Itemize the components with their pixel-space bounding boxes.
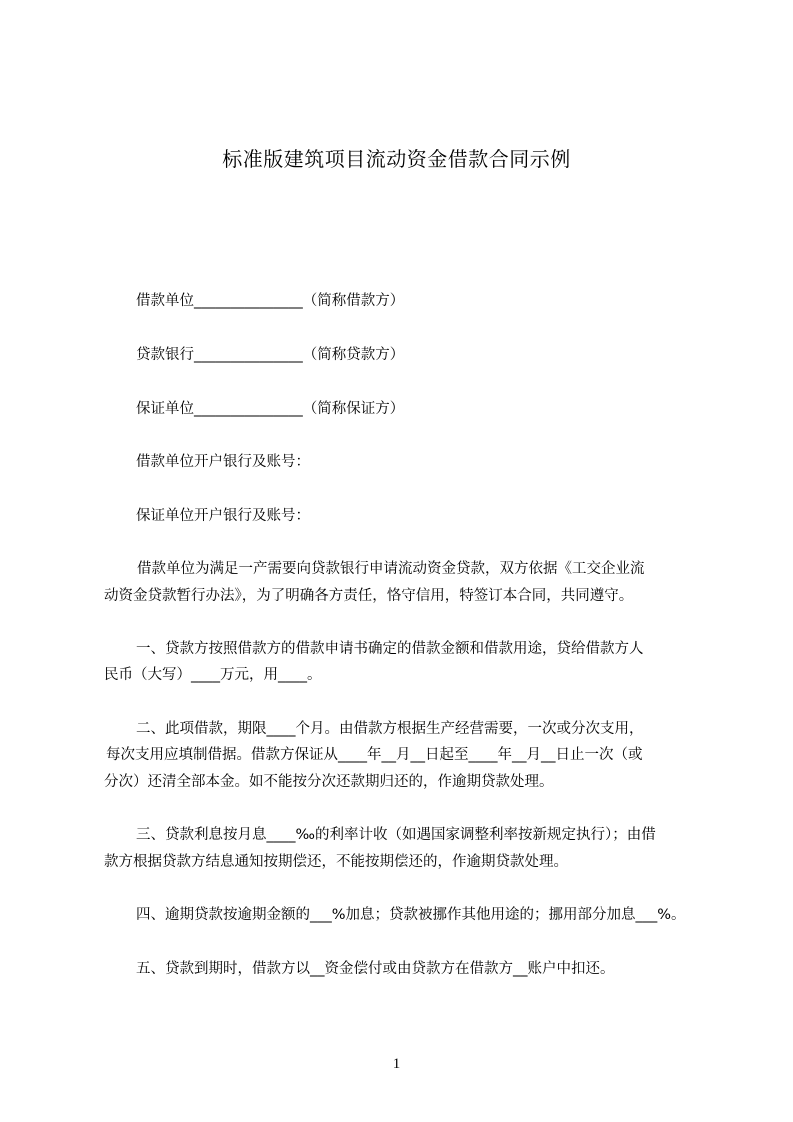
clause-3-line-1: 三、贷款利息按月息____‰的利率计收（如遇国家调整利率按新规定执行）；由借 (136, 827, 656, 843)
clause-2-line-1: 二、此项借款，期限____个月。由借款方根据生产经营需要，一次或分次支用， (136, 721, 644, 737)
document-title: 标准版建筑项目流动资金借款合同示例 (222, 147, 571, 171)
page-number: 1 (392, 1056, 401, 1072)
clause-1-line-2: 民币（大写）____万元，用____。 (104, 667, 322, 683)
guarantor-field: 保证单位_______________（简称保证方） (136, 401, 405, 417)
clause-1-line-1: 一、贷款方按照借款方的借款申请书确定的借款金额和借款用途，贷给借款方人 (136, 641, 644, 657)
borrower-bank-account: 借款单位开户银行及账号： (136, 454, 310, 470)
clause-4: 四、逾期贷款按逾期金额的___%加息；贷款被挪作其他用途的；挪用部分加息___%。 (136, 907, 686, 923)
clause-5: 五、贷款到期时，借款方以__资金偿付或由贷款方在借款方__账户中扣还。 (136, 961, 615, 977)
borrower-field: 借款单位_______________（简称借款方） (136, 293, 405, 309)
clause-2-line-3: 分次）还清全部本金。如不能按分次还款期归还的，作逾期贷款处理。 (104, 774, 554, 790)
preamble-line-1: 借款单位为满足一产需要向贷款银行申请流动资金贷款，双方依据《工交企业流 (137, 561, 645, 577)
guarantor-bank-account: 保证单位开户银行及账号： (136, 508, 310, 524)
clause-3-line-2: 款方根据贷款方结息通知按期偿还，不能按期偿还的，作逾期贷款处理。 (104, 854, 568, 870)
preamble-line-2: 动资金贷款暂行办法》，为了明确各方责任，恪守信用，特签订本合同，共同遵守。 (104, 588, 634, 604)
clause-2-line-2: 每次支用应填制借据。借款方保证从____年__月__日起至____年__月__日止一次（或 (106, 747, 643, 763)
lender-field: 贷款银行_______________（简称贷款方） (136, 347, 405, 363)
